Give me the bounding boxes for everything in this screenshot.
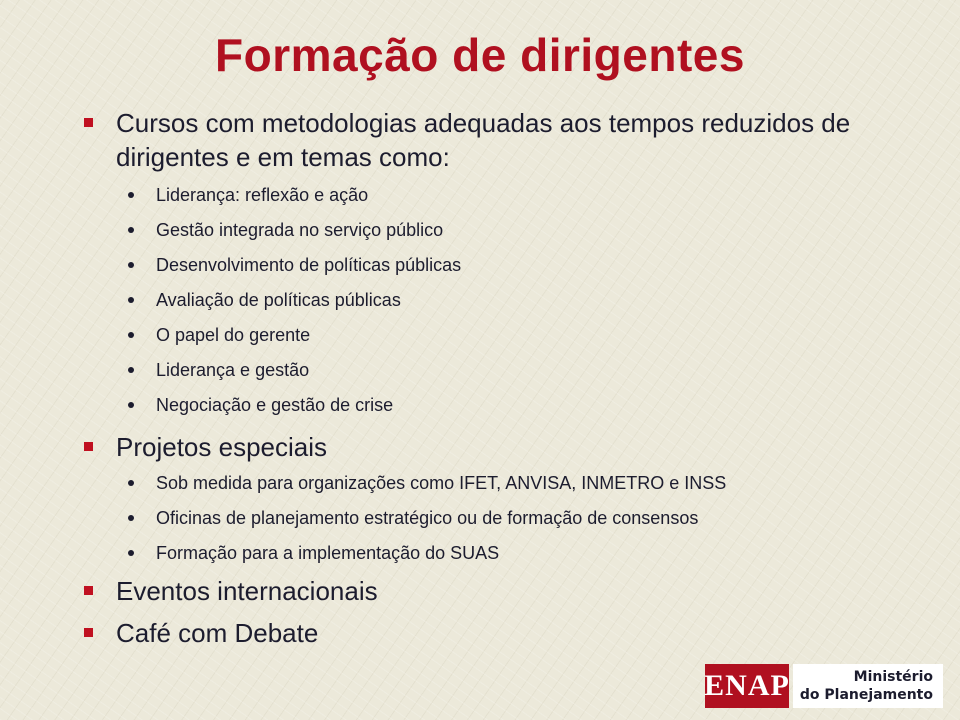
round-bullet-icon bbox=[128, 332, 134, 338]
bullet-item bbox=[84, 616, 884, 650]
round-bullet-icon bbox=[128, 550, 134, 556]
bullet-item bbox=[84, 106, 884, 174]
square-bullet-icon bbox=[84, 628, 93, 637]
sub-bullet-text: Sob medida para organizações como IFET, ANVISA, INMETRO e INSS bbox=[156, 473, 727, 493]
square-bullet-icon bbox=[84, 442, 93, 451]
round-bullet-icon bbox=[128, 227, 134, 233]
sub-bullet-text: Formação para a implementação do SUAS bbox=[156, 543, 500, 563]
sub-bullet-item bbox=[84, 184, 884, 206]
sub-bullet-item bbox=[84, 254, 884, 276]
sub-bullet-item bbox=[84, 359, 884, 381]
sub-bullet-item bbox=[84, 394, 884, 416]
bullet-text: Cursos com metodologias adequadas aos tempos reduzidos de dirigentes e em temas como: bbox=[116, 108, 851, 172]
ministry-line-1: Ministério bbox=[853, 669, 933, 685]
bullet-item bbox=[84, 430, 884, 464]
sub-bullet-text: Liderança: reflexão e ação bbox=[156, 185, 369, 205]
sub-bullet-text: Desenvolvimento de políticas públicas bbox=[156, 255, 462, 275]
sub-bullet-item bbox=[84, 507, 884, 529]
round-bullet-icon bbox=[128, 297, 134, 303]
bullet-item bbox=[84, 574, 884, 608]
round-bullet-icon bbox=[128, 480, 134, 486]
round-bullet-icon bbox=[128, 192, 134, 198]
sub-bullet-item bbox=[84, 289, 884, 311]
ministry-line-2: do Planejamento bbox=[799, 687, 933, 703]
bullet-text: Projetos especiais bbox=[116, 432, 327, 462]
sub-bullet-item bbox=[84, 472, 884, 494]
sub-bullet-item bbox=[84, 542, 884, 564]
bullet-text: Café com Debate bbox=[116, 618, 319, 648]
round-bullet-icon bbox=[128, 262, 134, 268]
bullet-list bbox=[84, 106, 884, 650]
sub-bullet-text: Oficinas de planejamento estratégico ou de formação de consensos bbox=[156, 508, 699, 528]
sub-bullet-text: Liderança e gestão bbox=[156, 360, 310, 380]
sub-bullet-text: Negociação e gestão de crise bbox=[156, 395, 394, 415]
ministry-label bbox=[793, 664, 943, 708]
round-bullet-icon bbox=[128, 367, 134, 373]
slide-title: Formação de dirigentes bbox=[215, 29, 745, 81]
ministry-logo bbox=[705, 664, 943, 708]
sub-bullet-text: Avaliação de políticas públicas bbox=[156, 290, 401, 310]
square-bullet-icon bbox=[84, 586, 93, 595]
square-bullet-icon bbox=[84, 118, 93, 127]
sub-bullet-item bbox=[84, 324, 884, 346]
bullet-text: Eventos internacionais bbox=[116, 576, 378, 606]
round-bullet-icon bbox=[128, 402, 134, 408]
enap-logo: ENAP bbox=[705, 664, 789, 708]
sub-bullet-text: O papel do gerente bbox=[156, 325, 311, 345]
sub-bullet-item bbox=[84, 219, 884, 241]
round-bullet-icon bbox=[128, 515, 134, 521]
sub-bullet-text: Gestão integrada no serviço público bbox=[156, 220, 444, 240]
